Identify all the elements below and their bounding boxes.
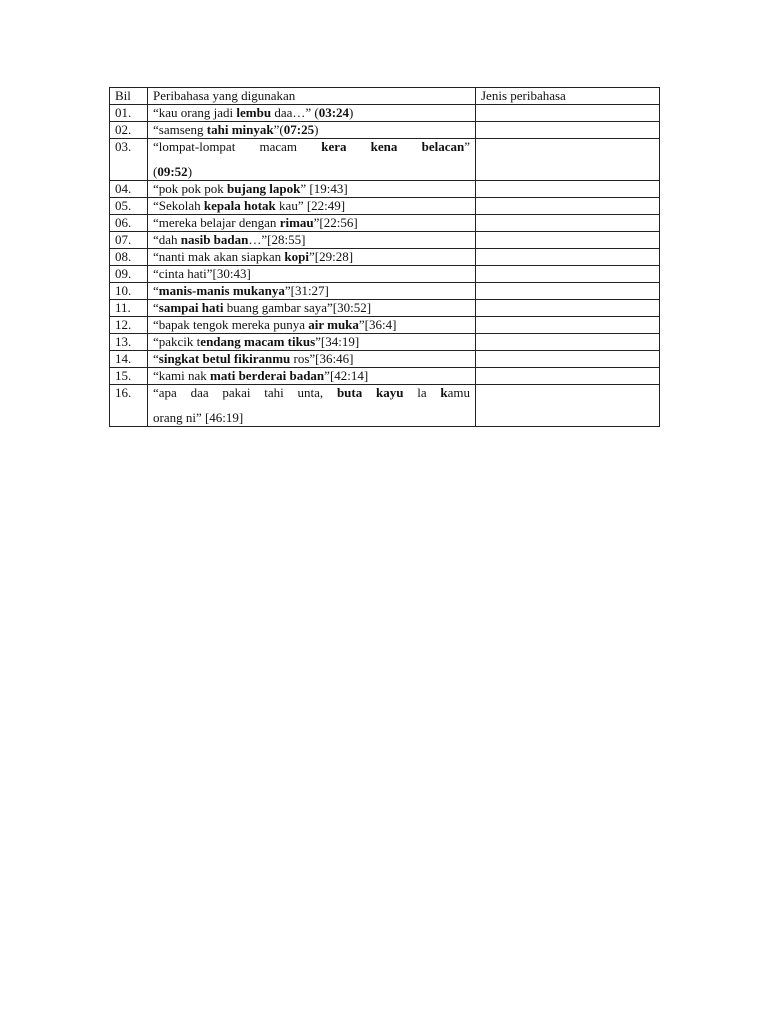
row-number: 11. <box>110 300 148 317</box>
jenis-cell <box>476 105 660 122</box>
proverb-cell: “mereka belajar dengan rimau”[22:56] <box>148 215 476 232</box>
header-jenis: Jenis peribahasa <box>476 88 660 105</box>
table-row <box>110 334 660 351</box>
proverb-cell: “dah nasib badan…”[28:55] <box>148 232 476 249</box>
row-number: 06. <box>110 215 148 232</box>
table-row <box>110 351 660 368</box>
proverb-cell: “nanti mak akan siapkan kopi”[29:28] <box>148 249 476 266</box>
row-number: 08. <box>110 249 148 266</box>
table-row <box>110 317 660 334</box>
row-number: 14. <box>110 351 148 368</box>
proverb-cell: “bapak tengok mereka punya air muka”[36:4] <box>148 317 476 334</box>
jenis-cell <box>476 215 660 232</box>
jenis-cell <box>476 334 660 351</box>
proverb-cell: “pok pok pok bujang lapok” [19:43] <box>148 181 476 198</box>
row-number: 15. <box>110 368 148 385</box>
proverb-cell: “manis-manis mukanya”[31:27] <box>148 283 476 300</box>
jenis-cell <box>476 232 660 249</box>
jenis-cell <box>476 266 660 283</box>
proverb-cell: “apa daa pakai tahi unta, buta kayu la kamu orang ni” [46:19] <box>148 385 476 427</box>
row-number: 07. <box>110 232 148 249</box>
proverb-cell: “lompat-lompat macam kera kena belacan” (09:52) <box>148 139 476 181</box>
table-header-row <box>110 88 660 105</box>
table-row <box>110 249 660 266</box>
row-number: 04. <box>110 181 148 198</box>
row-number: 13. <box>110 334 148 351</box>
table-row <box>110 283 660 300</box>
proverb-cell: “kami nak mati berderai badan”[42:14] <box>148 368 476 385</box>
row-number: 01. <box>110 105 148 122</box>
jenis-cell <box>476 351 660 368</box>
proverb-cell: “singkat betul fikiranmu ros”[36:46] <box>148 351 476 368</box>
proverb-cell: “samseng tahi minyak”(07:25) <box>148 122 476 139</box>
row-number: 16. <box>110 385 148 427</box>
jenis-cell <box>476 249 660 266</box>
proverb-table <box>109 87 660 427</box>
table-row <box>110 139 660 181</box>
table-row <box>110 122 660 139</box>
jenis-cell <box>476 139 660 181</box>
jenis-cell <box>476 283 660 300</box>
table-row <box>110 215 660 232</box>
table-row <box>110 300 660 317</box>
proverb-cell: “pakcik tendang macam tikus”[34:19] <box>148 334 476 351</box>
jenis-cell <box>476 300 660 317</box>
table-row <box>110 385 660 427</box>
table-row <box>110 198 660 215</box>
table-row <box>110 105 660 122</box>
jenis-cell <box>476 181 660 198</box>
table-row <box>110 266 660 283</box>
jenis-cell <box>476 385 660 427</box>
header-peribahasa: Peribahasa yang digunakan <box>148 88 476 105</box>
row-number: 03. <box>110 139 148 181</box>
row-number: 12. <box>110 317 148 334</box>
row-number: 05. <box>110 198 148 215</box>
row-number: 09. <box>110 266 148 283</box>
proverb-cell: “cinta hati”[30:43] <box>148 266 476 283</box>
proverb-cell: “sampai hati buang gambar saya”[30:52] <box>148 300 476 317</box>
row-number: 10. <box>110 283 148 300</box>
proverb-cell: “Sekolah kepala hotak kau” [22:49] <box>148 198 476 215</box>
header-bil: Bil <box>110 88 148 105</box>
table-row <box>110 232 660 249</box>
jenis-cell <box>476 317 660 334</box>
jenis-cell <box>476 122 660 139</box>
proverb-cell: “kau orang jadi lembu daa…” (03:24) <box>148 105 476 122</box>
jenis-cell <box>476 198 660 215</box>
table-row <box>110 181 660 198</box>
jenis-cell <box>476 368 660 385</box>
row-number: 02. <box>110 122 148 139</box>
table-row <box>110 368 660 385</box>
